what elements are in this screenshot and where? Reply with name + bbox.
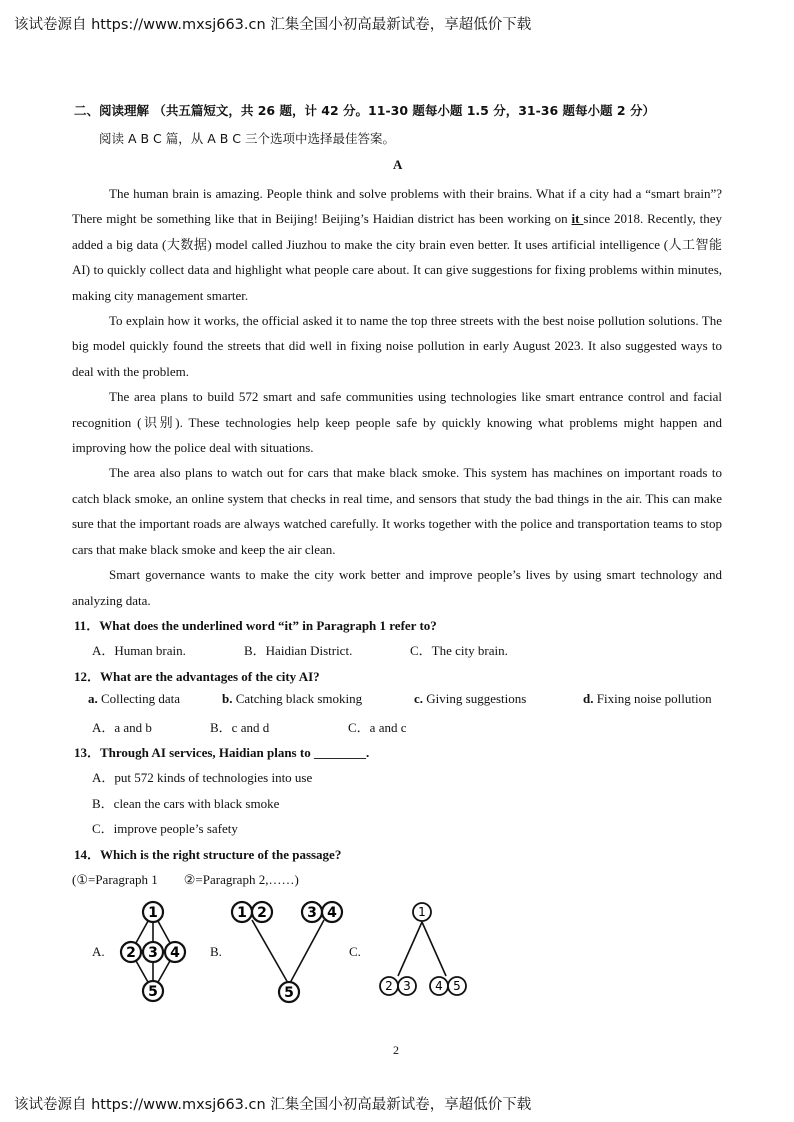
node-label: 1 (148, 905, 158, 921)
q12-item-a: a. Collecting data (88, 691, 181, 706)
structure-diagram-b (228, 898, 344, 1006)
question-11-stem: 11．What does the underlined word “it” in Paragraph 1 refer to? (74, 618, 437, 633)
node-label: 2 (385, 979, 393, 993)
q12-item-b: b. Catching black smoking (222, 691, 363, 706)
q14-option-b-label[interactable]: B. (210, 944, 222, 959)
q14-note: (①=Paragraph 1 ②=Paragraph 2,……) (72, 872, 299, 887)
paragraph-4: The area also plans to watch out for cars that make black smoke. This system has machines on important roads to catch black smoke, an online system that checks in real time, and sensors that study the bad things in the air. This can make sure that the important roads are always watched carefully. It works together with the police and transportation teams to stop cars that make black smoke and keep the air clean. (72, 465, 722, 557)
q11-option-a[interactable]: A．Human brain. (92, 643, 186, 658)
structure-diagram-c (378, 900, 470, 1000)
q13-option-b[interactable]: B．clean the cars with black smoke (92, 796, 280, 811)
paragraph-5: Smart governance wants to make the city work better and improve people’s lives by using smart technology and analyzing data. (72, 567, 722, 608)
q11-option-b[interactable]: B．Haidian District. (244, 643, 353, 658)
q13-option-a[interactable]: A．put 572 kinds of technologies into use (92, 770, 313, 785)
q12-option-b[interactable]: B．c and d (210, 720, 270, 735)
q12-item-c: c. Giving suggestions (414, 691, 527, 706)
question-12-stem: 12．What are the advantages of the city AI? (74, 669, 320, 684)
node-label: 5 (148, 984, 158, 1000)
underlined-it: it (571, 211, 584, 227)
q12-option-a[interactable]: A．a and b (92, 720, 152, 735)
edge (290, 920, 324, 983)
edge (252, 920, 288, 983)
source-banner-top: 该试卷源自 https://www.mxsj663.cn 汇集全国小初高最新试卷，享超低价下载 (14, 17, 532, 33)
node-label: 5 (453, 979, 461, 993)
paragraph-3: The area plans to build 572 smart and safe communities using technologies like smart entrance control and facial recognition (识别). These technologies help keep people safe by quickly knowing what problems might happen and improving how the police deal with situations. (72, 389, 722, 456)
node-label: 5 (284, 985, 294, 1001)
node-label: 3 (403, 979, 411, 993)
edge (422, 922, 446, 976)
node-label: 1 (418, 905, 426, 919)
q12-item-d: d. Fixing noise pollution (583, 691, 712, 706)
q11-option-c[interactable]: C．The city brain. (410, 643, 508, 658)
structure-diagram-a (112, 896, 192, 1006)
page-number: 2 (393, 1043, 399, 1057)
passage-body (72, 181, 722, 613)
node-label: 4 (327, 905, 337, 921)
q14-option-c-label[interactable]: C. (349, 944, 361, 959)
node-label: 2 (257, 905, 267, 921)
source-banner-bottom: 该试卷源自 https://www.mxsj663.cn 汇集全国小初高最新试卷，享超低价下载 (14, 1097, 532, 1113)
section-instruction: 阅读 A B C 篇，从 A B C 三个选项中选择最佳答案。 (99, 131, 395, 146)
question-14-stem: 14．Which is the right structure of the passage? (74, 847, 342, 862)
question-13-stem: 13．Through AI services, Haidian plans to ________. (74, 745, 370, 760)
edge (398, 922, 422, 976)
section-title: 二、阅读理解 （共五篇短文，共 26 题，计 42 分。11-30 题每小题 1.5 分，31-36 题每小题 2 分） (74, 103, 655, 118)
q13-option-c[interactable]: C．improve people’s safety (92, 821, 238, 836)
q12-option-c[interactable]: C．a and c (348, 720, 407, 735)
paragraph-1: The human brain is amazing. People think and solve problems with their brains. What if a city had a “smart brain”? There might be something like that in Beijing! Beijing’s Haidian district has been working on it since 2018. Recently, they added a big data (大数据) model called Jiuzhou to make the city brain even better. It uses artificial intelligence (人工智能 AI) to quickly collect data and highlight what people care about. It can give suggestions for fixing problems within minutes, making city management smarter. (72, 186, 723, 303)
paragraph-2: To explain how it works, the official asked it to name the top three streets with the best noise pollution solutions. The big model quickly found the streets that did well in fixing noise pollution in early August 2023. It also suggested ways to deal with the problem. (72, 313, 722, 379)
passage-label: A (393, 157, 403, 172)
node-label: 1 (237, 905, 247, 921)
node-label: 2 (126, 945, 136, 961)
q14-option-a-label[interactable]: A. (92, 944, 105, 959)
node-label: 3 (148, 945, 158, 961)
node-label: 4 (435, 979, 443, 993)
node-label: 4 (170, 945, 180, 961)
node-label: 3 (307, 905, 317, 921)
